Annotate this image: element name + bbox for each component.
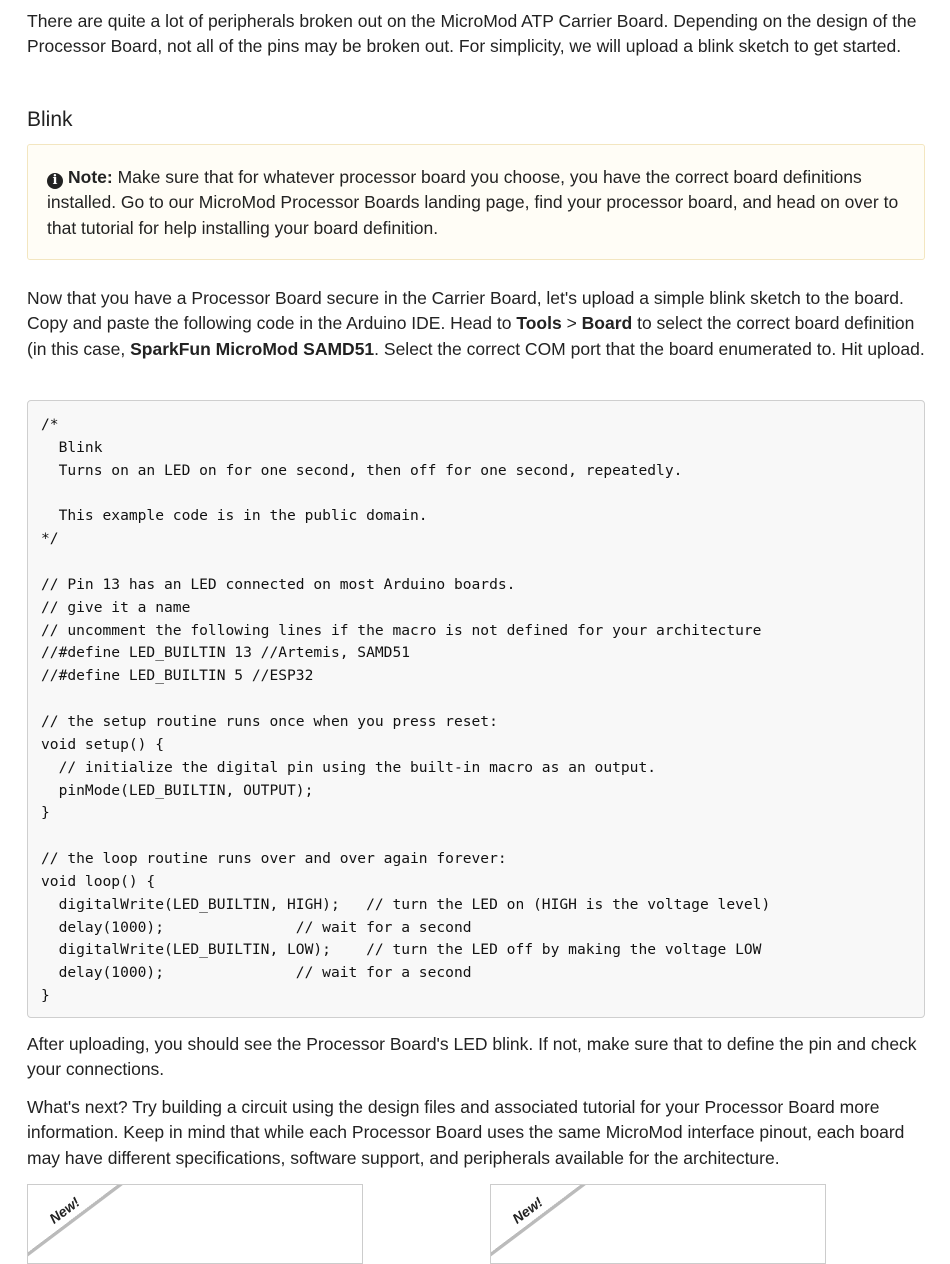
menu-board-label: Board — [581, 313, 633, 334]
tutorial-card-1[interactable] — [27, 1184, 363, 1264]
new-ribbon-badge: New! — [490, 1184, 588, 1261]
after-upload-paragraph: After uploading, you should see the Processor Board's LED blink. If not, make sure that to define the pin and check your connections. — [27, 1034, 917, 1080]
info-icon: i — [47, 173, 63, 189]
note-label: Note: — [68, 167, 113, 187]
new-ribbon-badge: New! — [27, 1184, 125, 1261]
menu-separator: > — [561, 313, 582, 334]
tutorial-card-2[interactable] — [490, 1184, 826, 1264]
code-block[interactable] — [27, 400, 925, 1018]
intro-paragraph: There are quite a lot of peripherals broken out on the MicroMod ATP Carrier Board. Depending on the design of the Processor Board, not all of the pins may be broken out. For simplicity, we will upload a blink sketch to get started. — [27, 11, 917, 57]
instructions-text-1: Now that you have a Processor Board secure in the Carrier Board, let's upload a simple blink sketch to the board. Copy and paste the following code in the Arduino IDE. Head to — [27, 288, 904, 334]
instructions-paragraph — [27, 286, 927, 362]
section-heading-blink: Blink — [27, 108, 73, 131]
menu-tools-label: Tools — [516, 313, 562, 334]
note-paragraph — [47, 165, 904, 241]
board-name: SparkFun MicroMod SAMD51 — [130, 338, 375, 359]
whats-next-paragraph: What's next? Try building a circuit using the design files and associated tutorial for your Processor Board more information. Keep in mind that while each Processor Board uses the same MicroMod interface pinout, each board may have different specifications, software support, and peripherals available for the architecture. — [27, 1097, 905, 1168]
instructions-text-2: to select the correct board definition (in this case, — [27, 313, 915, 359]
note-callout — [27, 144, 925, 260]
blink-sketch-code[interactable]: /* Blink Turns on an LED on for one second, then off for one second, repeatedly. This example code is in the public domain. */ // Pin 13 has an LED connected on most Arduino boards. // give it a name // uncomment the following lines if the macro is not defined for your architecture //#define LED_BUILTIN 13 //Artemis, SAMD51 //#define LED_BUILTIN 5 //ESP32 // the setup routine runs once when you press reset: void setup() { // initialize the digital pin using the built-in macro as an output. pinMode(LED_BUILTIN, OUTPUT); } // the loop routine runs over and over again forever: void loop() { digitalWrite(LED_BUILTIN, HIGH); // turn the LED on (HIGH is the voltage level) delay(1000); // wait for a second digitalWrite(LED_BUILTIN, LOW); // turn the LED off by making the voltage LOW delay(1000); // wait for a second } — [41, 416, 771, 1005]
note-text: Make sure that for whatever processor board you choose, you have the correct board definitions installed. Go to our MicroMod Processor Boards landing page, find your processor board, and head on over to that tutorial for help installing your board definition. — [47, 167, 899, 238]
instructions-text-3: . Select the correct COM port that the board enumerated to. Hit upload. — [374, 338, 925, 359]
